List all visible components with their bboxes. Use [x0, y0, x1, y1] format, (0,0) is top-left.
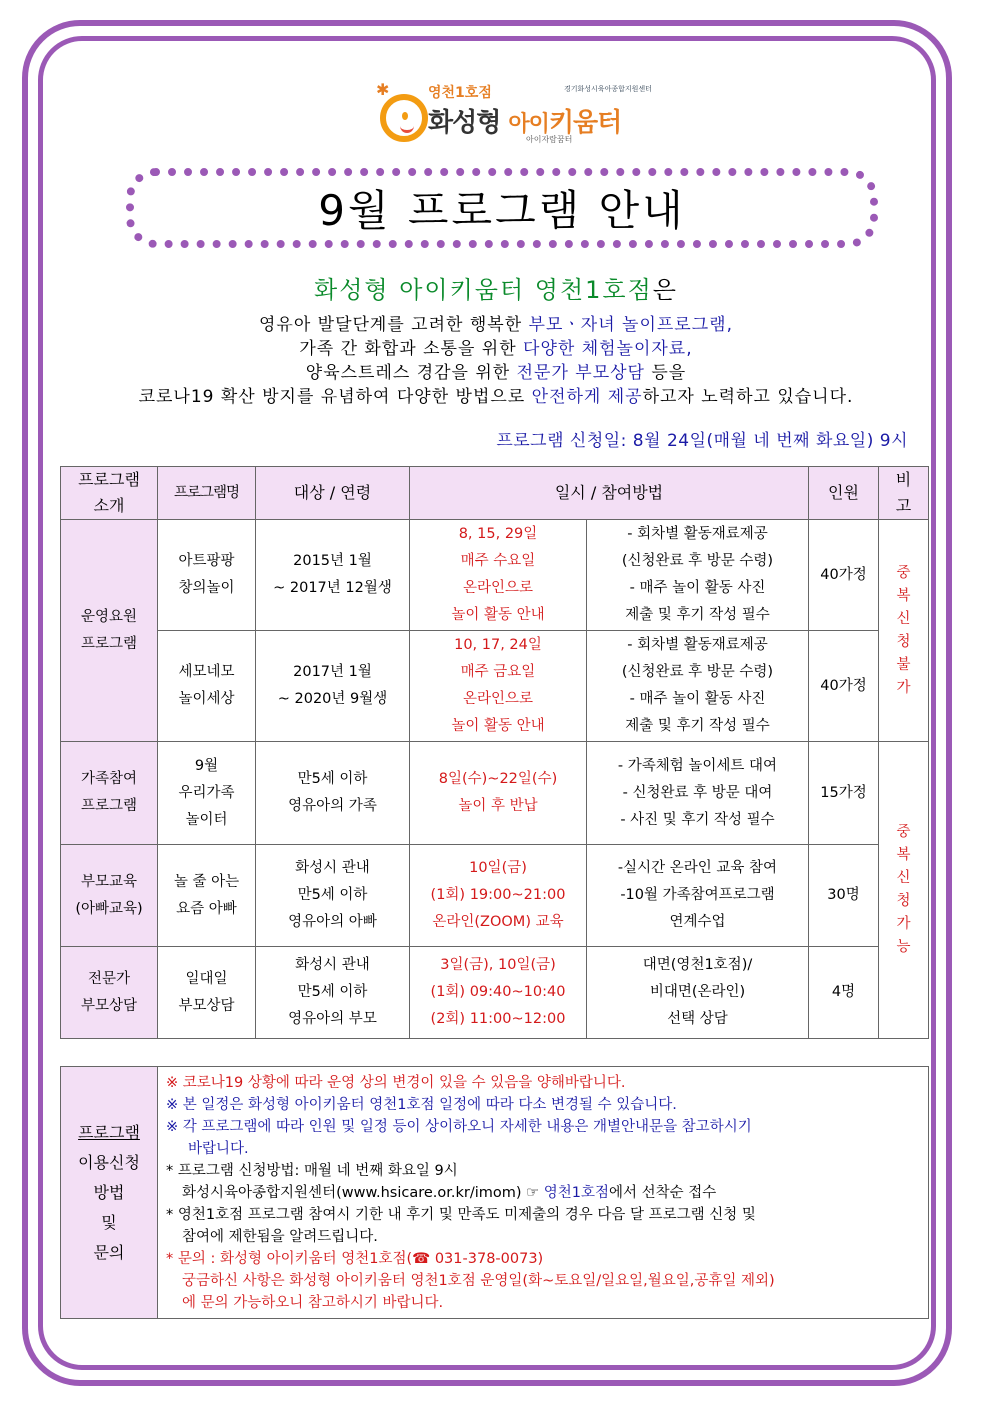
notes-row	[61, 1067, 929, 1319]
row4-target-0: 화성시 관내	[295, 860, 370, 876]
apply-date: 프로그램 신청일: 8월 24일(매월 네 번째 화요일) 9시	[496, 431, 908, 451]
logo-name-b: 아이	[508, 112, 549, 137]
header-schedule: 일시 / 참여방법	[410, 467, 809, 520]
notes-cat-0: 프로그램	[78, 1122, 140, 1142]
row5-name-0: 일대일	[185, 970, 228, 987]
program-name	[158, 520, 256, 631]
row3-how-2: - 사진 및 후기 작성 필수	[620, 811, 775, 828]
program-people: 40가정	[809, 631, 879, 742]
header-note-a: 비	[895, 470, 912, 489]
row3-name-1: 우리가족	[178, 784, 235, 801]
header-intro-b: 소개	[93, 496, 125, 515]
row2-how-2: - 매주 놀이 활동 사진	[629, 691, 766, 707]
logo-branch: 영천1호점	[428, 85, 492, 101]
program-when	[410, 947, 587, 1039]
program-table	[60, 466, 929, 1039]
note-line-4: * 프로그램 신청방법: 매월 네 번째 화요일 9시	[166, 1162, 458, 1179]
row4-name-1: 요즘 아빠	[176, 900, 237, 917]
row1-when-2: 온라인으로	[462, 580, 534, 596]
program-when	[410, 631, 587, 742]
program-target	[256, 631, 410, 742]
row2-how-1: (신청완료 후 방문 수령)	[621, 664, 774, 680]
notes-table	[60, 1066, 929, 1319]
row4-name-0: 놀 줄 아는	[173, 873, 240, 890]
note2-3: 청	[896, 893, 911, 909]
row4-target-2: 영유아의 아빠	[288, 914, 377, 930]
table-row	[61, 742, 929, 845]
program-how	[587, 845, 809, 947]
table-row	[61, 520, 929, 631]
row1-target-0: 2015년 1월	[293, 553, 372, 569]
note-line-3: ※ 각 프로그램에 따라 인원 및 일정 등이 상이하오니 자세한 내용은 개별안내문을 참고하시기	[166, 1118, 752, 1135]
row1-when-1: 매주 수요일	[460, 553, 536, 569]
notes-cat-2: 방법	[93, 1182, 125, 1202]
note-line-4b-a: 화성시육아종합지원센터(www.hsicare.or.kr/imom) ☞	[182, 1184, 544, 1201]
note2-5: 능	[896, 939, 911, 955]
cat3-a: 부모교육	[80, 873, 138, 890]
row1-name-1: 창의놀이	[178, 580, 235, 596]
row3-when-0: 8일(수)~22일(수)	[438, 771, 558, 787]
cat2-a: 가족참여	[80, 771, 138, 787]
note2-1: 복	[896, 847, 911, 863]
page-title: 9월 프로그램 안내	[318, 186, 686, 235]
row5-name-1: 부모상담	[178, 997, 235, 1014]
row4-target-1: 만5세 이하	[297, 887, 368, 903]
category-staff	[61, 520, 158, 742]
row3-target-1: 영유아의 가족	[288, 798, 377, 814]
row2-name-0: 세모네모	[178, 664, 235, 680]
header-program: 프로그램명	[158, 467, 256, 520]
row2-how-0: - 회차별 활동재료제공	[627, 637, 768, 653]
note-line-5: * 영천1호점 프로그램 참여시 기한 내 후기 및 만족도 미제출의 경우 다음 달 프로그램 신청 및	[166, 1206, 756, 1223]
note-line-1: ※ 코로나19 상황에 따라 운영 상의 변경이 있을 수 있음을 양해바랍니다.	[166, 1074, 626, 1091]
program-how	[587, 742, 809, 845]
center-logo	[376, 80, 656, 146]
note-line-4b-c: 에서 선착순 접수	[609, 1184, 717, 1201]
program-people: 40가정	[809, 520, 879, 631]
row4-how-1: -10월 가족참여프로그램	[620, 887, 775, 903]
row2-when-2: 온라인으로	[462, 691, 534, 707]
row2-when-1: 매주 금요일	[460, 664, 536, 680]
intro-heading	[60, 270, 932, 305]
row1-target-1: ~ 2017년 12월생	[273, 580, 392, 596]
table-header-row	[61, 467, 929, 520]
smiling-face-icon	[380, 94, 428, 142]
logo-name	[428, 102, 621, 139]
row1-how-0: - 회차별 활동재료제공	[627, 526, 768, 542]
row3-name-0: 9월	[194, 757, 219, 774]
cat3-b: (아빠교육)	[75, 900, 143, 917]
row1-how-2: - 매주 놀이 활동 사진	[629, 580, 766, 596]
row1-how-3: 제출 및 후기 작성 필수	[625, 607, 770, 623]
intro-line1-b: 부모ㆍ자녀 놀이프로그램,	[528, 315, 733, 335]
row3-how-1: - 신청완료 후 방문 대여	[622, 784, 773, 801]
intro-line3-a: 양육스트레스 경감을 위한	[305, 363, 517, 383]
note-no-duplicate	[879, 520, 929, 742]
note-line-2: ※ 본 일정은 화성형 아이키움터 영천1호점 일정에 따라 다소 변경될 수 있습니다.	[166, 1096, 677, 1113]
program-name	[158, 742, 256, 845]
intro-line1-a: 영유아 발달단계를 고려한 행복한	[259, 315, 529, 335]
row3-when-1: 놀이 후 반납	[458, 798, 538, 814]
program-name	[158, 631, 256, 742]
intro-line4-c: 하고자 노력하고 있습니다.	[642, 387, 854, 407]
intro-line3-c: 등을	[644, 363, 687, 383]
row3-name-2: 놀이터	[185, 811, 228, 828]
note-duplicate-ok	[879, 742, 929, 1039]
row3-target-0: 만5세 이하	[297, 771, 368, 787]
center-name: 화성형 아이키움터 영천1호점	[314, 276, 653, 304]
row2-name-1: 놀이세상	[178, 691, 235, 707]
cat4-a: 전문가	[87, 970, 131, 987]
row4-when-2: 온라인(ZOOM) 교육	[432, 914, 564, 930]
header-intro	[61, 467, 158, 520]
logo-name-a: 화성형	[428, 108, 501, 138]
note1-3: 청	[896, 633, 911, 650]
intro-line2-a: 가족 간 화합과 소통을 위한	[299, 339, 524, 359]
table-row	[61, 947, 929, 1039]
program-name	[158, 845, 256, 947]
note-line-6b: 궁금하신 사항은 화성형 아이키움터 영천1호점 운영일(화~토요일/일요일,월요일,공휴일 제외)	[182, 1272, 775, 1289]
table-row	[61, 631, 929, 742]
row1-when-0: 8, 15, 29일	[458, 526, 538, 542]
row5-target-1: 만5세 이하	[297, 984, 368, 1000]
program-when	[410, 845, 587, 947]
category-family	[61, 742, 158, 845]
program-target	[256, 845, 410, 947]
row2-how-3: 제출 및 후기 작성 필수	[625, 718, 770, 734]
logo-sub: 아이자람꿈터	[526, 135, 573, 144]
cat4-b: 부모상담	[80, 997, 138, 1014]
header-note	[879, 467, 929, 520]
note2-0: 중	[896, 824, 911, 840]
star-icon: ✱	[376, 80, 390, 99]
program-how	[587, 631, 809, 742]
notes-cat-4: 문의	[93, 1242, 125, 1262]
row1-name-0: 아트팡팡	[178, 553, 235, 569]
header-people: 인원	[809, 467, 879, 520]
note1-2: 신	[896, 610, 911, 627]
notes-cat-1: 이용신청	[78, 1152, 140, 1172]
intro-line3-b: 전문가 부모상담	[516, 363, 645, 383]
row2-when-0: 10, 17, 24일	[454, 637, 542, 653]
row2-target-1: ~ 2020년 9월생	[277, 691, 388, 707]
cat1-b: 프로그램	[80, 635, 138, 652]
program-target	[256, 520, 410, 631]
note1-5: 가	[896, 679, 911, 696]
note-line-6c: 에 문의 가능하오니 참고하시기 바랍니다.	[182, 1294, 444, 1311]
row4-how-2: 연계수업	[669, 914, 726, 930]
row5-how-2: 선택 상담	[667, 1011, 728, 1027]
header-target: 대상 / 연령	[256, 467, 410, 520]
program-people: 15가정	[809, 742, 879, 845]
row2-target-0: 2017년 1월	[293, 664, 372, 680]
intro-line-2	[60, 334, 932, 359]
row4-how-0: -실시간 온라인 교육 참여	[617, 860, 778, 876]
table-row	[61, 845, 929, 947]
intro-line2-b: 다양한 체험놀이자료,	[523, 339, 693, 359]
note1-4: 불	[896, 656, 911, 673]
intro-line-1	[60, 310, 932, 335]
program-target	[256, 742, 410, 845]
program-how	[587, 520, 809, 631]
header-note-b: 고	[895, 496, 912, 515]
intro-line-4	[60, 382, 932, 407]
cat2-b: 프로그램	[80, 798, 138, 814]
note-line-6: * 문의 : 화성형 아이키움터 영천1호점(☎ 031-378-0073)	[166, 1250, 544, 1267]
intro-line-3	[60, 358, 932, 383]
row4-when-0: 10일(금)	[469, 860, 527, 876]
row5-target-2: 영유아의 부모	[288, 1011, 377, 1027]
program-people: 30명	[809, 845, 879, 947]
program-people: 4명	[809, 947, 879, 1039]
cat1-a: 운영요원	[80, 608, 138, 625]
program-target	[256, 947, 410, 1039]
note2-4: 가	[896, 916, 911, 932]
notes-category	[61, 1067, 158, 1319]
note-line-3b: 바랍니다.	[188, 1140, 249, 1157]
logo-partner: 경기화성시육아종합지원센터	[564, 85, 652, 93]
row5-when-1: (1회) 09:40~10:40	[430, 984, 566, 1000]
program-how	[587, 947, 809, 1039]
note1-0: 중	[896, 564, 911, 581]
note-line-5b: 참여에 제한됨을 알려드립니다.	[182, 1228, 378, 1245]
note2-2: 신	[896, 870, 911, 886]
title-box	[126, 168, 878, 248]
row2-when-3: 놀이 활동 안내	[451, 718, 545, 734]
notes-cat-3: 및	[101, 1212, 117, 1232]
row5-how-0: 대면(영천1호점)/	[642, 957, 753, 973]
category-counseling	[61, 947, 158, 1039]
category-parent-edu	[61, 845, 158, 947]
intro-suffix: 은	[652, 276, 678, 304]
row5-when-2: (2회) 11:00~12:00	[430, 1011, 566, 1027]
intro-line4-a: 코로나19 확산 방지를 유념하여 다양한 방법으로	[138, 387, 532, 407]
program-when	[410, 520, 587, 631]
row4-when-1: (1회) 19:00~21:00	[430, 887, 566, 903]
row1-how-1: (신청완료 후 방문 수령)	[621, 553, 774, 569]
program-name	[158, 947, 256, 1039]
note-line-4b	[158, 1182, 928, 1204]
row5-target-0: 화성시 관내	[295, 957, 370, 973]
row3-how-0: - 가족체험 놀이세트 대여	[617, 757, 778, 774]
notes-content	[158, 1067, 929, 1319]
note-line-4b-b: 영천1호점	[543, 1184, 610, 1201]
logo-name-c: 키움터	[548, 108, 622, 138]
row5-how-1: 비대면(온라인)	[649, 984, 746, 1000]
intro-line4-b: 안전하게 제공	[531, 387, 643, 407]
row5-when-0: 3일(금), 10일(금)	[440, 957, 556, 973]
row1-when-3: 놀이 활동 안내	[451, 607, 545, 623]
program-when	[410, 742, 587, 845]
note1-1: 복	[896, 587, 911, 604]
header-intro-a: 프로그램	[78, 470, 140, 489]
